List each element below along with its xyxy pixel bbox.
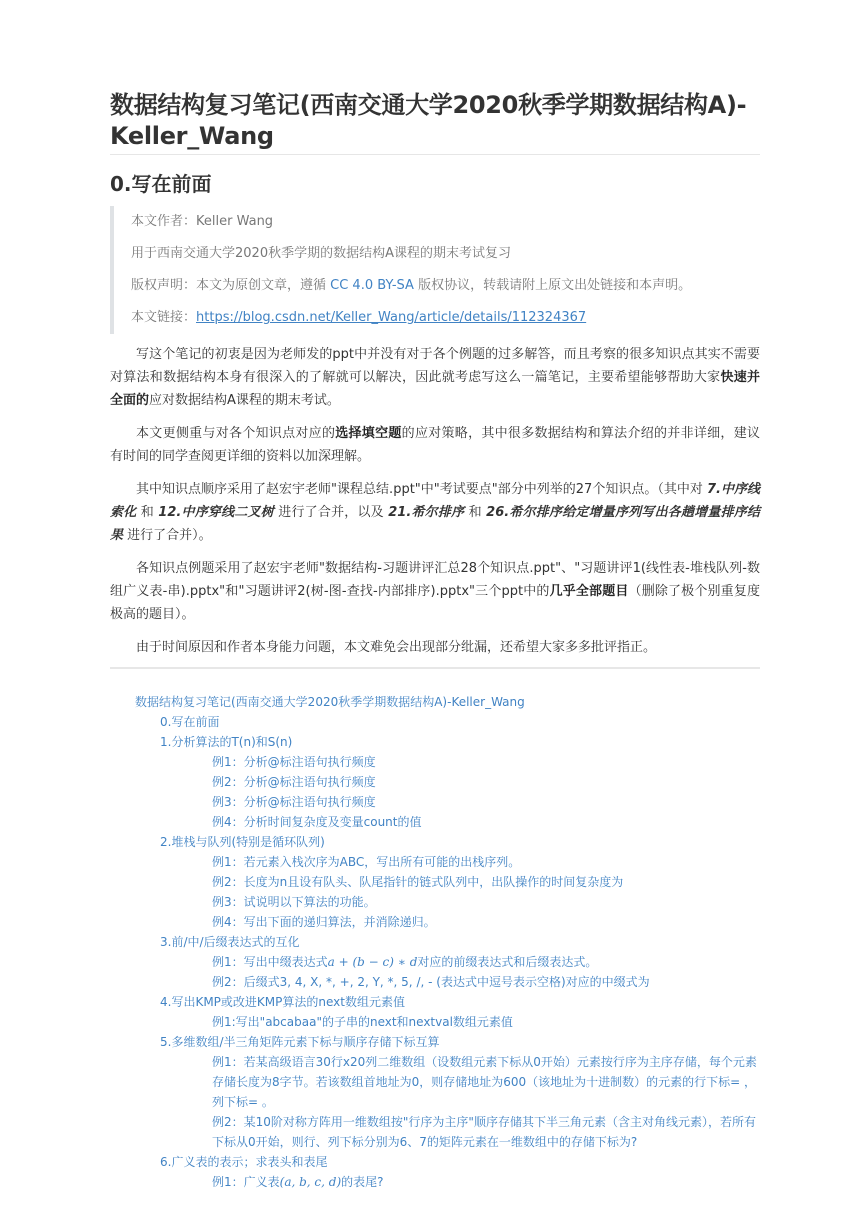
toc-item-2[interactable]: 2.堆栈与队列(特别是循环队列) [160, 835, 325, 849]
toc-item-5[interactable]: 5.多维数组/半三角矩阵元素下标与顺序存储下标互算 [160, 1035, 440, 1049]
license-link[interactable]: CC 4.0 BY-SA [326, 278, 419, 293]
quote-link: 本文链接：https://blog.csdn.net/Keller_Wang/article/details/112324367 [131, 310, 587, 325]
article-link[interactable]: https://blog.csdn.net/Keller_Wang/article/details/112324367 [196, 310, 587, 325]
blockquote [110, 206, 771, 334]
toc-subitem[interactable]: 例4：分析时间复杂度及变量count的值 [212, 815, 422, 829]
paragraph-3: 其中知识点顺序采用了赵宏宇老师"课程总结.ppt"中"考试要点"部分中列举的27个知识点。（其中对 7.中序线索化 和 12.中序穿线二叉树 进行了合并，以及 21.希尔排序 和 26.希尔排序给定增量序列写出各趟增量排序结果 进行了合并）。 [110, 482, 761, 543]
quote-copyright: 版权声明：本文为原创文章，遵循 CC 4.0 BY-SA 版权协议，转载请附上原文出处链接和本声明。 [131, 278, 692, 293]
toc-subitem[interactable]: 例1：分析@标注语句执行频度 [212, 755, 376, 769]
paragraph-1: 写这个笔记的初衷是因为老师发的ppt中并没有对于各个例题的过多解答，而且考察的很多知识点其实不需要对算法和数据结构本身有很深入的了解就可以解决，因此就考虑写这么一篇笔记，主要希望能够帮助大家快速并全面的应对数据结构A课程的期末考试。 [110, 347, 760, 408]
intro-paragraphs [110, 343, 760, 669]
toc-item-3[interactable]: 3.前/中/后缀表达式的互化 [160, 935, 300, 949]
quote-author: 本文作者：Keller Wang [131, 214, 274, 229]
toc-subitem[interactable]: 例2：长度为n且设有队头、队尾指针的链式队列中，出队操作的时间复杂度为 [212, 875, 624, 889]
toc-subitem[interactable]: 例3：分析@标注语句执行频度 [212, 795, 376, 809]
toc-subitem[interactable]: 例2：后缀式3, 4, X, *, +, 2, Y, *, 5, /, - (表达式中逗号表示空格)对应的中缀式为 [212, 975, 650, 989]
toc-item-0[interactable]: 0.写在前面 [160, 715, 220, 729]
paragraph-2: 本文更侧重与对各个知识点对应的选择填空题的应对策略，其中很多数据结构和算法介绍的并非详细，建议有时间的同学查阅更详细的资料以加深理解。 [110, 426, 760, 464]
toc-root-link[interactable]: 数据结构复习笔记(西南交通大学2020秋季学期数据结构A)-Keller_Wang [135, 695, 525, 709]
paragraph-5: 由于时间原因和作者本身能力问题，本文难免会出现部分纰漏，还希望大家多多批评指正。 [136, 640, 657, 655]
toc-subitem[interactable]: 例1:写出"abcabaa"的子串的next和nextval数组元素值 [212, 1015, 513, 1029]
toc-subitem[interactable]: 例4：写出下面的递归算法，并消除递归。 [212, 915, 436, 929]
toc-subitem[interactable]: 例1：广义表(a, b, c, d)的表尾? [212, 1175, 384, 1189]
paragraph-4: 各知识点例题采用了赵宏宇老师"数据结构-习题讲评汇总28个知识点.ppt"、"习题讲评1(线性表-堆栈队列-数组广义表-串).pptx"和"习题讲评2(树-图-查找-内部排序).pptx"三个ppt中的几乎全部题目（删除了极个别重复度极高的题目）。 [110, 561, 760, 622]
toc-subitem[interactable]: 例1：写出中缀表达式a + (b − c) ∗ d对应的前缀表达式和后缀表达式。 [212, 955, 598, 969]
toc-item-1[interactable]: 1.分析算法的T(n)和S(n) [160, 735, 293, 749]
toc-subitem[interactable]: 例3：试说明以下算法的功能。 [212, 895, 376, 909]
toc-item-4[interactable]: 4.写出KMP或改进KMP算法的next数组元素值 [160, 995, 405, 1009]
toc-subitem[interactable]: 例1：若元素入栈次序为ABC，写出所有可能的出栈序列。 [212, 855, 521, 869]
section-heading: 0.写在前面 [110, 172, 212, 196]
table-of-contents [110, 692, 760, 1192]
page-title: 数据结构复习笔记(西南交通大学2020秋季学期数据结构A)-Keller_Wang [110, 90, 760, 155]
toc-subitem[interactable]: 例1：若某高级语言30行x20列二维数组（设数组元素下标从0开始）元素按行序为主序存储，每个元素存储长度为8字节。若该数组首地址为0，则存储地址为600（该地址为十进制数）的元素的行下标= ，列下标= 。 [212, 1055, 757, 1109]
toc-subitem[interactable]: 例2：分析@标注语句执行频度 [212, 775, 376, 789]
quote-purpose: 用于西南交通大学2020秋季学期的数据结构A课程的期末考试复习 [131, 246, 511, 261]
divider [110, 667, 760, 669]
toc-subitem[interactable]: 例2：某10阶对称方阵用一维数组按"行序为主序"顺序存储其下半三角元素（含主对角线元素），若所有下标从0开始，则行、列下标分别为6、7的矩阵元素在一维数组中的存储下标为? [212, 1115, 756, 1149]
toc-item-6[interactable]: 6.广义表的表示；求表头和表尾 [160, 1155, 328, 1169]
